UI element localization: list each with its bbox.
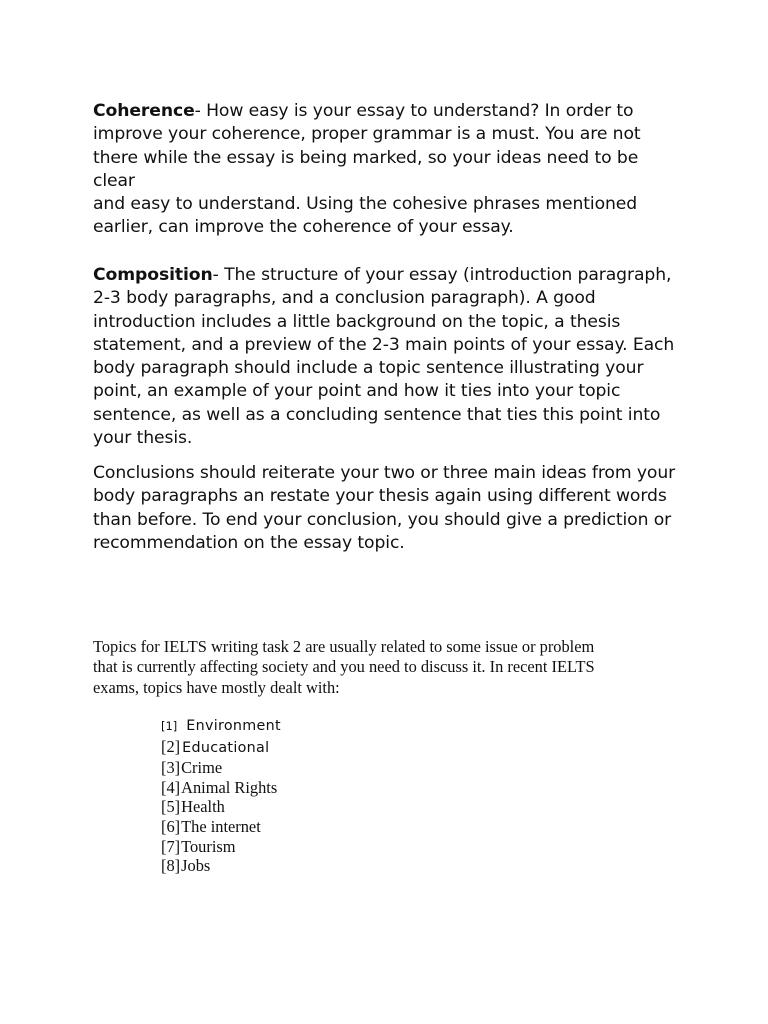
list-item [161,737,281,759]
list-marker: [5] [161,797,181,817]
list-marker: [1] [161,719,178,733]
list-item [161,758,281,778]
list-item [161,817,281,837]
list-item-label: Crime [181,758,223,778]
list-item-label: Health [181,797,225,817]
list-marker: [6] [161,816,181,836]
list-item [161,715,281,737]
list-item [161,856,281,876]
conclusions-paragraph: Conclusions should reiterate your two or three main ideas from your body paragraphs an restate your thesis again using different words than before. To end your conclusion, you should give a prediction or recommendation on the essay topic. [93,463,676,553]
topics-list [161,715,281,876]
list-marker: [4] [161,777,181,797]
coherence-term: Coherence [93,101,195,121]
list-item-label: The internet [181,816,261,836]
list-item-label: Environment [186,718,281,734]
coherence-text: - How easy is your essay to understand? In order to improve your coherence, proper grammar is a must. You are not there while the essay is being marked, so your ideas need to be clear and easy to understand. Using the cohesive phrases mentioned earlier, can improve the coherence of your essay. [93,101,641,238]
list-item [161,837,281,857]
list-item [161,778,281,798]
list-item-label: Tourism [181,836,236,856]
composition-text: - The structure of your essay (introduction paragraph, 2-3 body paragraphs, and a conclusion paragraph). A good introduction includes a little background on the topic, a thesis statement, and a preview of the 2-3 main points of your essay. Each body paragraph should include a topic sentence illustrating your point, an example of your point and how it ties into your topic sentence, as well as a concluding sentence that ties this point into your thesis. [93,265,675,449]
list-marker: [7] [161,836,181,856]
list-item-label: Jobs [181,856,211,876]
topics-intro-paragraph: Topics for IELTS writing task 2 are usually related to some issue or problem that is currently affecting society and you need to discuss it. In recent IELTS exams, topics have mostly dealt with: [93,637,595,697]
composition-term: Composition [93,265,213,285]
list-item [161,797,281,817]
list-item-label: Animal Rights [181,777,278,797]
coherence-paragraph [93,100,683,240]
list-marker: [2] [161,736,181,756]
list-marker: [3] [161,758,181,778]
list-item-label: Educational [182,739,270,756]
list-marker: [8] [161,856,181,876]
composition-paragraph [93,264,683,450]
